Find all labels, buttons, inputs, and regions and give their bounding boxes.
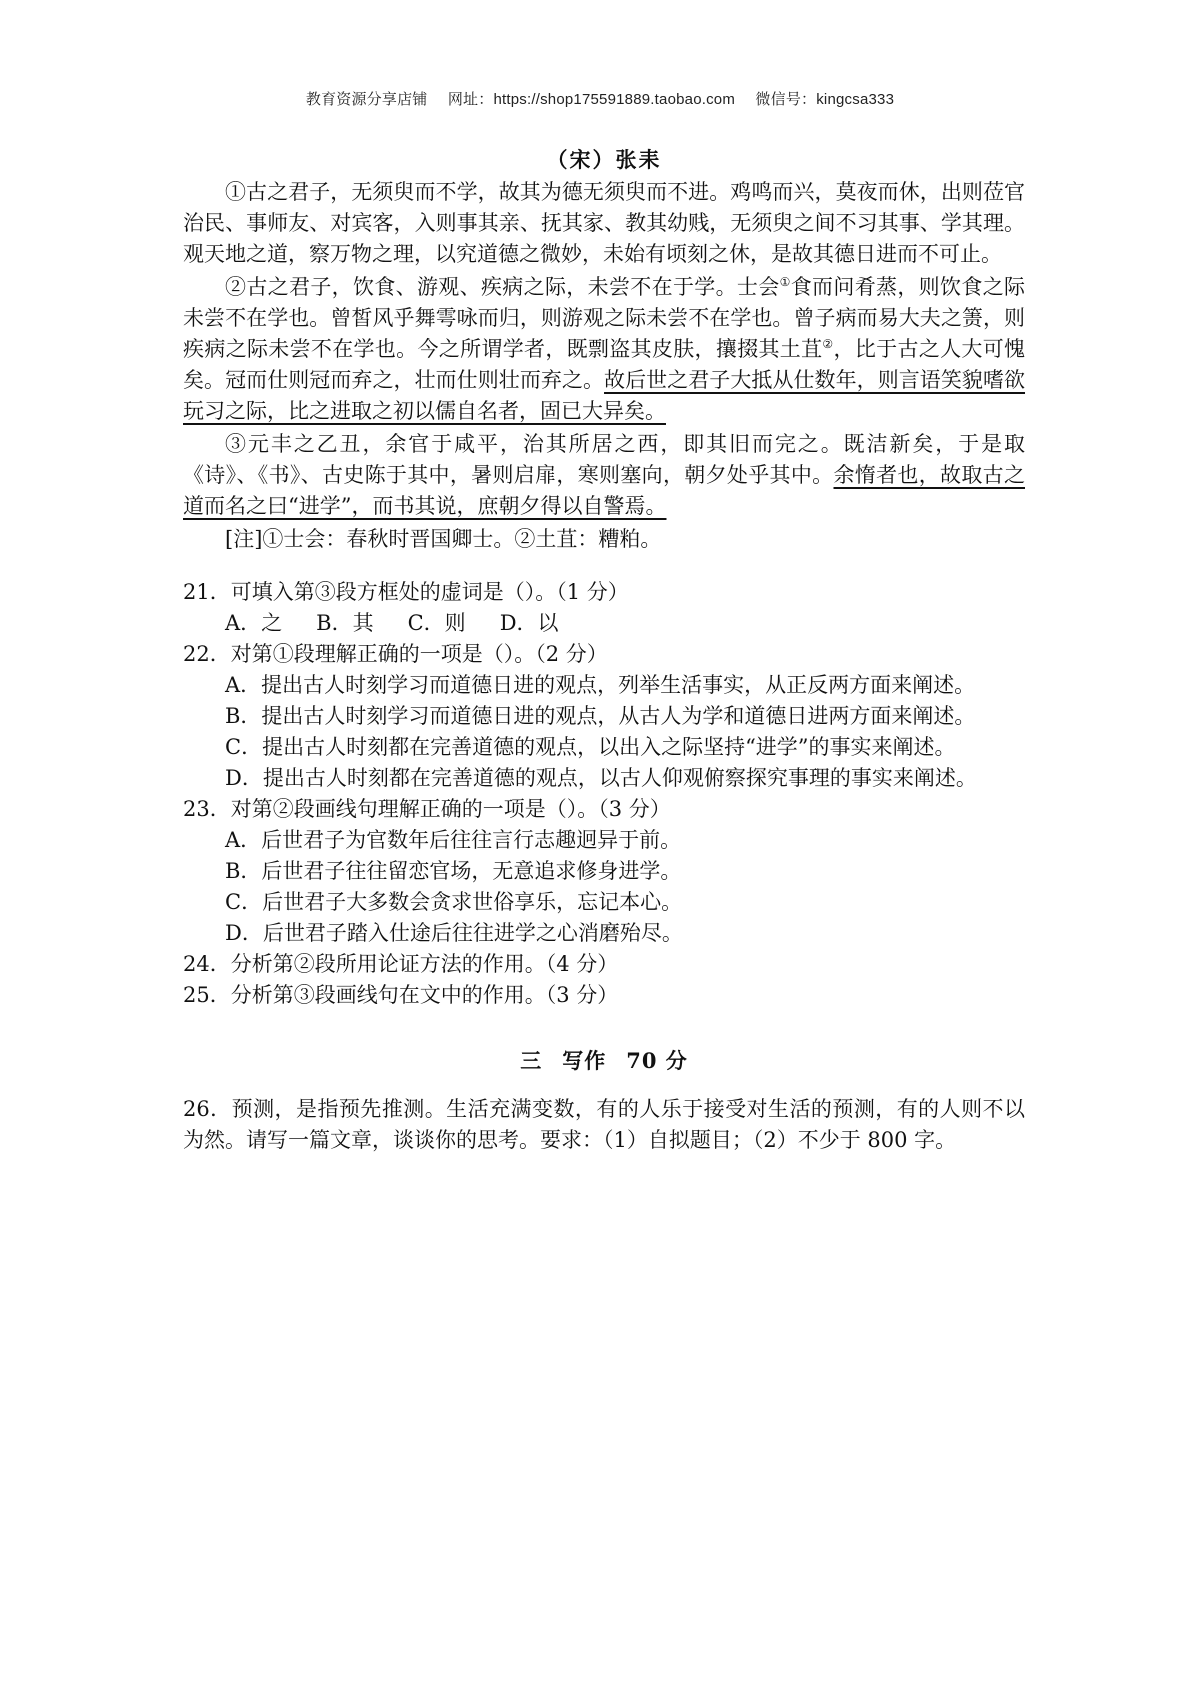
paragraph-2-text-c: ，比于古之人大可愧矣。冠而仕则冠而弃之，壮而仕则壮而弃之。 [183,337,1026,392]
question-22-option-c: C．提出古人时刻都在完善道德的观点，以出入之际坚持“进学”的事实来阐述。 [225,735,956,759]
paragraph-2-underlined-sentence: 故后世之君子大抵从仕数年，则言语笑貌嗜欲玩习之际，比之进取之初以儒自名者，固已大异矣。 [183,368,1026,423]
section-title: 写作 [562,1048,607,1073]
question-21-options [183,608,1025,639]
question-21-option-b: B．其 [316,611,374,635]
paragraph-2-text-a: ②古之君子，饮食、游观、疾病之际，未尝不在于学。士会 [225,275,780,299]
question-22: 22．对第①段理解正确的一项是（）。（2 分） [183,642,608,666]
document-body [183,144,1025,1156]
question-26: 26．预测，是指预先推测。生活充满变数，有的人乐于接受对生活的预测，有的人则不以为然。请写一篇文章，谈谈你的思考。要求：（1）自拟题目；（2）不少于 800 字。 [183,1097,1025,1152]
question-22-option-d: D．提出古人时刻都在完善道德的观点，以古人仰观俯察探究事理的事实来阐述。 [225,766,977,790]
question-24: 24．分析第②段所用论证方法的作用。（4 分） [183,952,619,976]
page-header [0,88,1200,109]
article-author: （宋）张耒 [546,147,662,172]
question-23-option-c: C．后世君子大多数会贪求世俗享乐，忘记本心。 [225,890,683,914]
question-23-option-a: A．后世君子为官数年后往往言行志趣迥异于前。 [225,828,682,852]
section-score: 70 分 [626,1048,688,1073]
question-23-option-d: D．后世君子踏入仕途后往往进学之心消磨殆尽。 [225,921,683,945]
question-23-option-b: B．后世君子往往留恋官场，无意追求修身进学。 [225,859,682,883]
paragraph-2-text-b: 食而问肴蒸，则饮食之际未尝不在学也。曾皙风乎舞雩咏而归，则游观之际未尝不在学也。曾子病而易大夫之箦，则疾病之际未尝不在学也。今之所谓学者，既剽盗其皮肤，攘掇其土苴 [183,275,1026,361]
question-23: 23．对第②段画线句理解正确的一项是（）。（3 分） [183,797,671,821]
question-22-option-b: B．提出古人时刻学习而道德日进的观点，从古人为学和道德日进两方面来阐述。 [225,704,976,728]
question-21-option-d: D．以 [499,611,559,635]
spacer [183,555,1025,577]
section-number: 三 [520,1048,543,1073]
question-22-option-a: A．提出古人时刻学习而道德日进的观点，列举生活事实，从正反两方面来阐述。 [225,673,976,697]
article-paragraph-2 [183,272,1025,427]
article-footnote: [注]①士会：春秋时晋国卿士。②土苴：糟粕。 [225,527,662,551]
question-21: 21．可填入第③段方框处的虚词是（）。（1 分） [183,580,629,604]
question-21-option-a: A．之 [225,611,283,635]
question-21-option-c: C．则 [407,611,466,635]
header-shop-name: 教育资源分享店铺 [305,91,428,108]
question-25: 25．分析第③段画线句在文中的作用。（3 分） [183,983,619,1007]
header-wechat: 微信号：kingcsa333 [755,91,895,108]
paragraph-3-underlined-sentence: 余惰者也，故取古之道而名之曰“进学”，而书其说，庶朝夕得以自警焉。 [183,463,1025,518]
footnote-marker-1: ① [779,275,791,289]
footnote-marker-2: ② [822,337,834,351]
article-paragraph-3 [183,429,1025,522]
paragraph-3-text: ③元丰之乙丑，余官于咸平，治其所居之西，即其旧而完之。既洁新矣，于是取《诗》、《书》、古史陈于其中，暑则启扉，寒则塞向，朝夕处乎其中。 [183,432,1025,487]
article-paragraph-1: ①古之君子，无须臾而不学，故其为德无须臾而不进。鸡鸣而兴，莫夜而休，出则莅官治民、事师友、对宾客，入则事其亲、抚其家、教其幼贱，无须臾之间不习其事、学其理。观天地之道，察万物之理，以究道德之微妙，未始有顷刻之休，是故其德日进而不可止。 [183,180,1025,266]
section-heading-writing [183,1045,1025,1076]
header-shop-url: 网址：https://shop175591889.taobao.com [447,91,736,108]
